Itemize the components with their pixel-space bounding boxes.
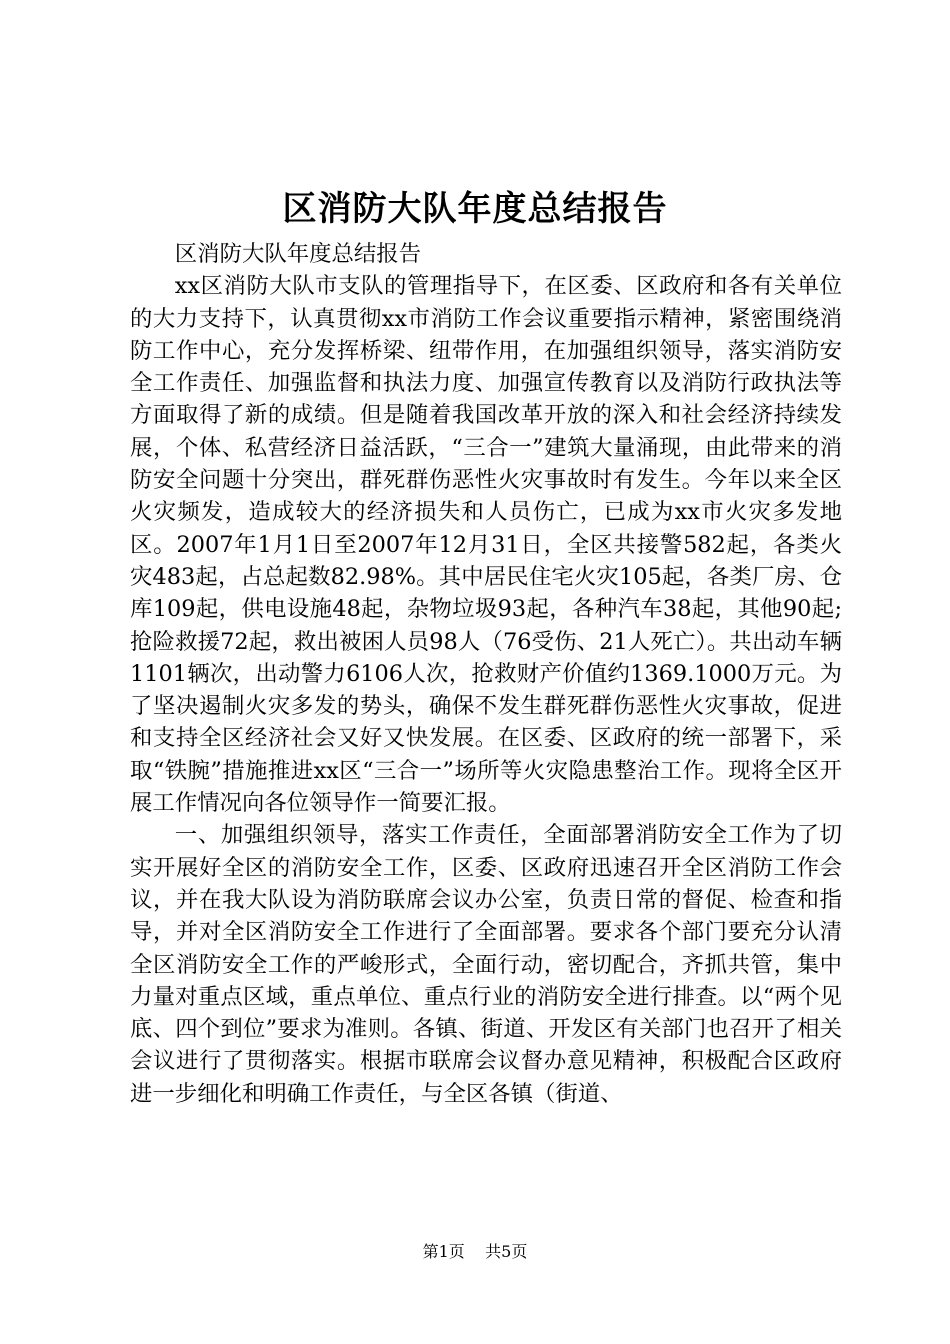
paragraph-section-one: 一、加强组织领导，落实工作责任，全面部署消防安全工作为了切实开展好全区的消防安全工作，区委、区政府迅速召开全区消防工作会议，并在我大队设为消防联席会议办公室，负责日常的督促、检查和指导，并对全区消防安全工作进行了全面部署。要求各个部门要充分认清全区消防安全工作的严峻形式，全面行动，密切配合，齐抓共管，集中力量对重点区域，重点单位、重点行业的消防安全进行排查。以“两个见底、四个到位”要求为准则。各镇、街道、开发区有关部门也召开了相关会议进行了贯彻落实。根据市联席会议督办意见精神，积极配合区政府进一步细化和明确工作责任，与全区各镇（街道、: [130, 822, 842, 1107]
document-title: 区消防大队年度总结报告: [282, 189, 668, 229]
page-footer: [0, 1241, 950, 1263]
page-number: 第1页: [422, 1242, 465, 1261]
paragraph-intro: xx区消防大队市支队的管理指导下，在区委、区政府和各有关单位的大力支持下，认真贯彻xx市消防工作会议重要指示精神，紧密围绕消防工作中心，充分发挥桥梁、纽带作用，在加强组织领导，落实消防安全工作责任、加强监督和执法力度、加强宣传教育以及消防行政执法等方面取得了新的成绩。但是随着我国改革开放的深入和社会经济持续发展，个体、私营经济日益活跃，“三合一”建筑大量涌现，由此带来的消防安全问题十分突出，群死群伤恶性火灾事故时有发生。今年以来全区火灾频发，造成较大的经济损失和人员伤亡，已成为xx市火灾多发地区。2007年1月1日至2007年12月31日，全区共接警582起，各类火灾483起，占总起数82.98%。其中居民住宅火灾105起，各类厂房、仓库109起，供电设施48起，杂物垃圾93起，各种汽车38起，其他90起;抢险救援72起，救出被困人员98人（76受伤、21人死亡）。共出动车辆1101辆次，出动警力6106人次，抢救财产价值约1369.1000万元。为了坚决遏制火灾多发的势头，确保不发生群死群伤恶性火灾事故，促进和支持全区经济社会又好又快发展。在区委、区政府的统一部署下，采取“铁腕”措施推进xx区“三合一”场所等火灾隐患整治工作。现将全区开展工作情况向各位领导作一简要汇报。: [130, 273, 842, 817]
paragraph-subtitle: 区消防大队年度总结报告: [174, 241, 422, 267]
document-body: [130, 238, 842, 1110]
page-total: 共5页: [485, 1242, 528, 1261]
